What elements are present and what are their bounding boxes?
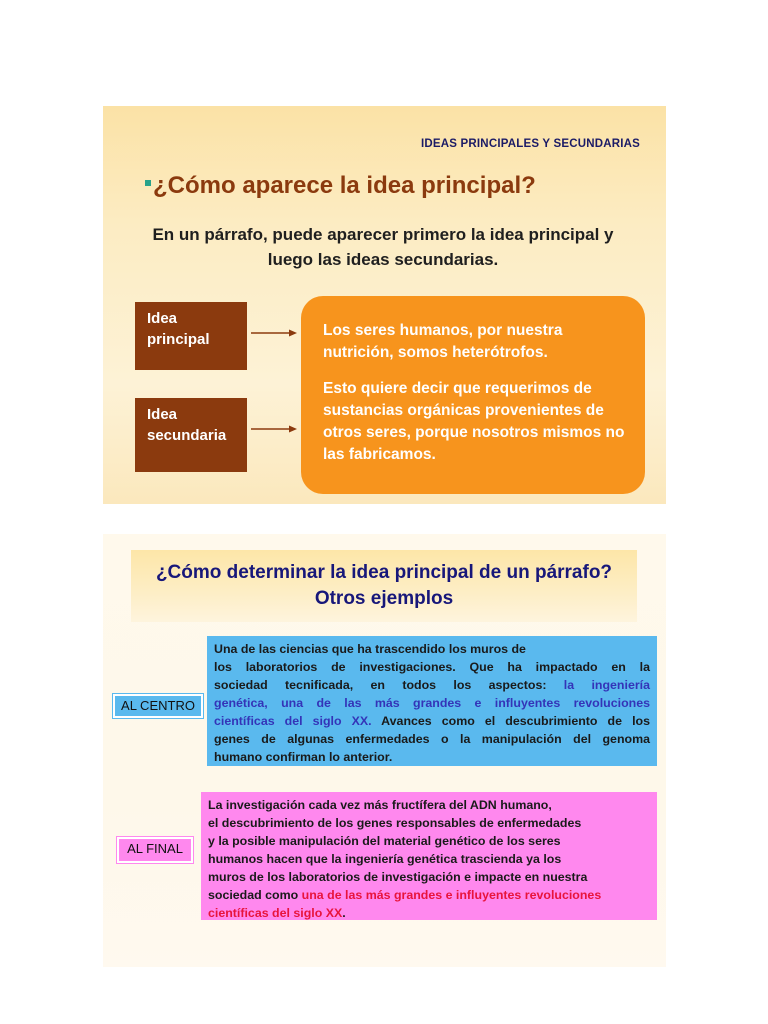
intro-text: En un párrafo, puede aparecer primero la idea principal y luego las ideas secundarias. — [152, 225, 614, 269]
text-line: humanos hacen que la ingeniería genética trascienda ya los — [208, 852, 562, 866]
secondary-idea-label-line: Idea — [147, 406, 178, 423]
text-line: los laboratorios de investigaciones. Que ha impactado en la — [214, 660, 650, 674]
text-line: La investigación cada vez más fructífera del ADN humano, — [208, 798, 552, 812]
highlight-main-idea: la ingeniería — [563, 678, 650, 692]
text-line: humano confirman lo anterior. — [214, 750, 393, 764]
text-segment: . — [342, 906, 346, 920]
example-final-box — [201, 792, 657, 920]
slide-main-idea-position — [103, 106, 666, 504]
secondary-idea-text: Esto quiere decir que requerimos de sustancias orgánicas provenientes de otros seres, porque nosotros mismos no las fabricamos. — [323, 380, 625, 463]
highlight-main-idea: genética, una de las más grandes e influyentes revoluciones — [214, 696, 650, 710]
label-al-final: AL FINAL — [117, 837, 193, 863]
text-line: genes de algunas enfermedades o la manipulación del genoma — [214, 732, 650, 746]
slide-header: IDEAS PRINCIPALES Y SECUNDARIAS — [421, 138, 640, 150]
bullet-icon — [145, 180, 151, 186]
slide-title-bar — [131, 550, 637, 622]
main-idea-label-line: principal — [147, 331, 210, 348]
slide-other-examples — [103, 534, 666, 967]
arrow-right-icon — [251, 328, 297, 338]
example-box — [301, 296, 645, 494]
label-al-centro: AL CENTRO — [113, 694, 203, 718]
text-segment: sociedad tecnificada, en todos los aspectos: — [214, 678, 564, 692]
text-segment: Avances como el descubrimiento de los — [371, 714, 650, 728]
highlight-main-idea: científicas del siglo XX. — [214, 714, 372, 728]
text-line: y la posible manipulación del material genético de los seres — [208, 834, 561, 848]
highlight-main-idea: científicas del siglo XX — [208, 906, 343, 920]
slide-title: ¿Cómo determinar la idea principal de un párrafo? Otros ejemplos — [155, 562, 613, 609]
text-line: muros de los laboratorios de investigación e impacte en nuestra — [208, 870, 588, 884]
slide-question: ¿Cómo aparece la idea principal? — [153, 172, 536, 199]
text-line — [208, 904, 650, 922]
secondary-idea-label-line: secundaria — [147, 427, 227, 444]
main-idea-label-line: Idea — [147, 310, 178, 327]
text-line — [214, 676, 650, 694]
text-line: Una de las ciencias que ha trascendido los muros de — [214, 642, 526, 656]
text-segment: sociedad como — [208, 888, 302, 902]
main-idea-label-box — [135, 302, 247, 370]
highlight-main-idea: una de las más grandes e influyentes revoluciones — [301, 888, 602, 902]
main-idea-text: Los seres humanos, por nuestra nutrición, somos heterótrofos. — [323, 322, 563, 361]
text-line — [214, 712, 650, 730]
text-line: el descubrimiento de los genes responsables de enfermedades — [208, 816, 582, 830]
example-centro-box — [207, 636, 657, 766]
secondary-idea-label-box — [135, 398, 247, 472]
text-line — [208, 886, 650, 904]
arrow-right-icon — [251, 424, 297, 434]
